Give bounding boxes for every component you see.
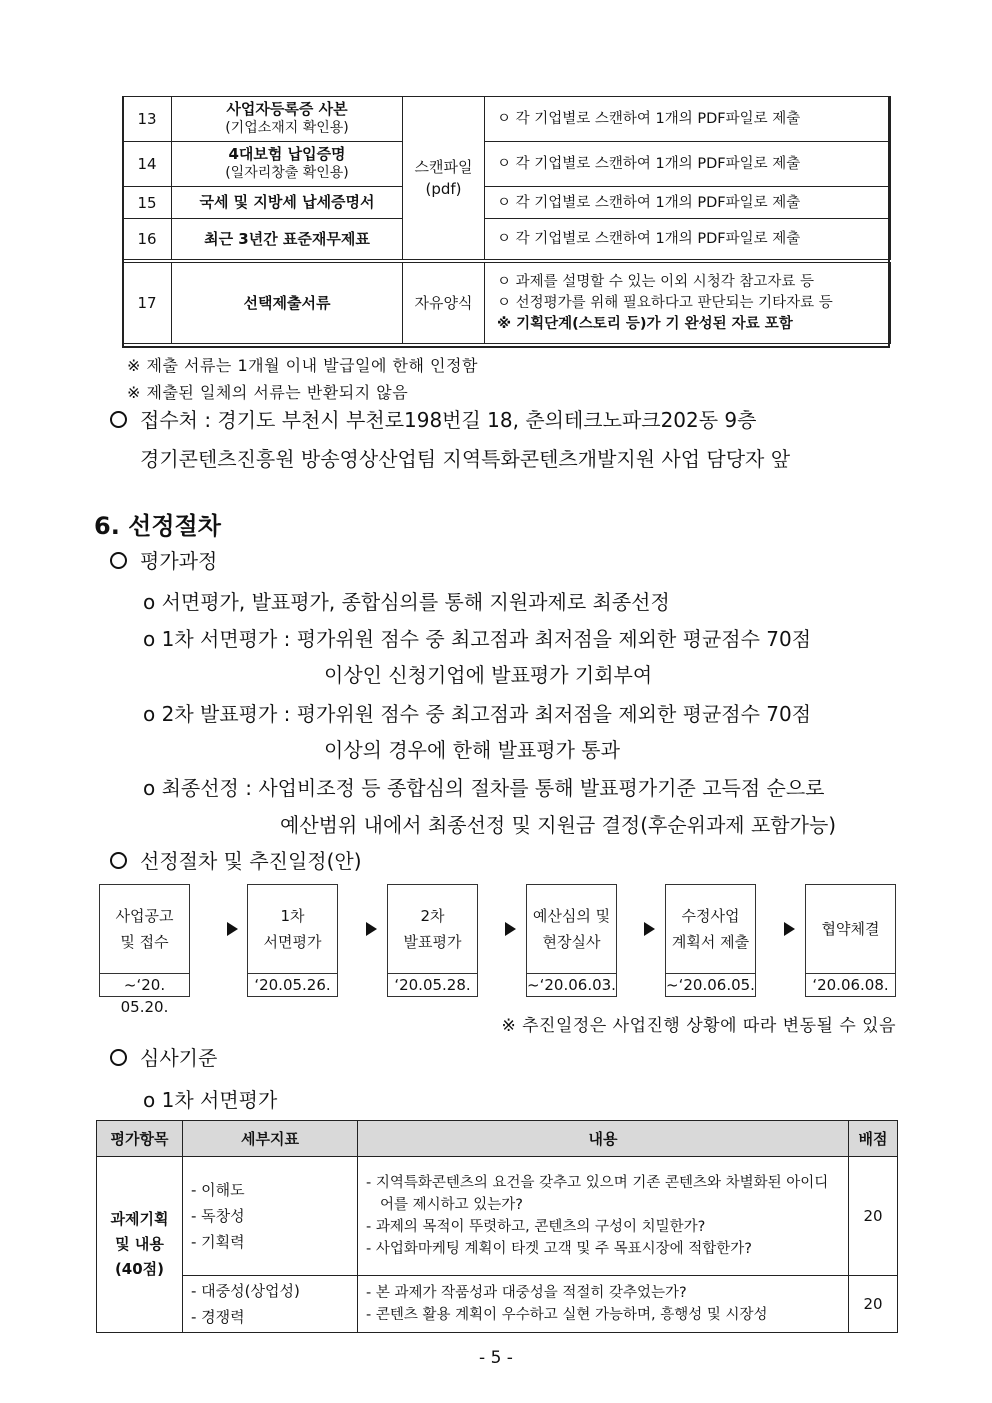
column-header: 내용 xyxy=(358,1121,849,1157)
flow-step xyxy=(805,884,896,997)
document-name xyxy=(172,142,403,187)
table-row xyxy=(97,1157,898,1276)
table-border xyxy=(888,96,890,348)
circle-bullet-icon xyxy=(110,552,127,569)
row-number: 17 xyxy=(123,263,172,344)
flow-step xyxy=(526,884,617,997)
flow-step-label: 협약체결 xyxy=(821,920,880,938)
row-number: 14 xyxy=(123,142,172,187)
evaluation-content xyxy=(358,1157,849,1276)
note-text: ※ 제출 서류는 1개월 이내 발급일에 한해 인정함 xyxy=(127,356,478,375)
flow-step-date: ‘20.05.26. xyxy=(248,973,337,996)
column-header: 세부지표 xyxy=(183,1121,358,1157)
list-item: o 1차 서면평가 : 평가위원 점수 중 최고점과 최저점을 제외한 평균점수 70점 xyxy=(143,627,812,651)
document-title: 선택제출서류 xyxy=(172,263,403,344)
arrow-right-icon xyxy=(366,922,377,936)
content-line: - 지역특화콘텐츠의 요건을 갖추고 있으며 기존 콘텐츠와 차별화된 아이디어를 제시하고 있는가? xyxy=(366,1175,829,1213)
documents-table xyxy=(122,96,891,344)
document-description: ㅇ 각 기업별로 스캔하여 1개의 PDF파일로 제출 xyxy=(485,97,891,142)
description-line: ㅇ 과제를 설명할 수 있는 이외 시청각 참고자료 등 xyxy=(497,273,815,290)
circle-bullet-icon xyxy=(110,1049,127,1066)
criteria-subtitle: o 1차 서면평가 xyxy=(143,1088,278,1112)
table-row xyxy=(123,142,891,187)
table-row xyxy=(123,97,891,142)
row-number: 13 xyxy=(123,97,172,142)
circle-bullet-icon xyxy=(110,852,127,869)
evaluation-content xyxy=(358,1276,849,1333)
reception-recipient: 경기콘텐츠진흥원 방송영상산업팀 지역특화콘텐츠개발지원 사업 담당자 앞 xyxy=(140,447,791,471)
flow-step-date: ‘20.05.28. xyxy=(388,973,477,996)
evaluation-table xyxy=(96,1120,898,1333)
section-title: 6. 선정절차 xyxy=(94,512,221,540)
points: 20 xyxy=(849,1276,898,1333)
flow-step xyxy=(387,884,478,997)
flow-step xyxy=(665,884,756,997)
list-item: o 2차 발표평가 : 평가위원 점수 중 최고점과 최저점을 제외한 평균점수 70점 xyxy=(143,702,812,726)
circle-bullet-icon xyxy=(110,411,127,428)
document-description: ㅇ 각 기업별로 스캔하여 1개의 PDF파일로 제출 xyxy=(485,219,891,260)
flow-step-date: ~‘20.06.03. xyxy=(527,973,616,996)
flow-step-label: 사업공고 및 접수 xyxy=(115,907,174,951)
indicators: - 대중성(상업성) - 경쟁력 xyxy=(191,1282,300,1326)
subsection-title: 심사기준 xyxy=(140,1046,218,1070)
document-subtitle: (일자리창출 확인용) xyxy=(225,165,349,181)
flow-step xyxy=(99,884,190,1016)
table-row xyxy=(123,187,891,219)
flow-step-label: 수정사업 계획서 제출 xyxy=(671,907,750,951)
arrow-right-icon xyxy=(227,922,238,936)
category-label: 과제기획 및 내용 (40점) xyxy=(110,1210,169,1278)
page-number: - 5 - xyxy=(479,1348,513,1368)
content-line: - 콘텐츠 활용 계획이 우수하고 실현 가능하며, 흥행성 및 시장성 xyxy=(366,1307,768,1323)
indicator-list xyxy=(183,1157,358,1276)
flow-step-date: ‘20.06.08. xyxy=(806,973,895,996)
file-format xyxy=(403,97,485,260)
document-title: 국세 및 지방세 납세증명서 xyxy=(172,187,403,219)
flow-step-label: 예산심의 및 현장실사 xyxy=(532,907,611,951)
description-line: ㅇ 선정평가를 위해 필요하다고 판단되는 기타자료 등 xyxy=(497,294,833,311)
flow-step-date: ~‘20. 05.20. xyxy=(100,973,189,996)
list-item-continuation: 이상의 경우에 한해 발표평가 통과 xyxy=(324,738,620,762)
table-header-row xyxy=(97,1121,898,1157)
content-line: - 사업화마케팅 계획이 타겟 고객 및 주 목표시장에 적합한가? xyxy=(366,1241,752,1257)
arrow-right-icon xyxy=(505,922,516,936)
flow-step-label: 2차 발표평가 xyxy=(403,907,462,951)
document-description xyxy=(485,263,891,344)
list-item: o 최종선정 : 사업비조정 등 종합심의 절차를 통해 발표평가기준 고득점 순으로 xyxy=(143,776,825,800)
evaluation-category xyxy=(97,1157,183,1333)
arrow-right-icon xyxy=(784,922,795,936)
document-subtitle: (기업소재지 확인용) xyxy=(225,120,349,136)
document-title: 4대보험 납입증명 xyxy=(228,145,346,163)
table-row xyxy=(97,1276,898,1333)
document-description: ㅇ 각 기업별로 스캔하여 1개의 PDF파일로 제출 xyxy=(485,187,891,219)
row-number: 16 xyxy=(123,219,172,260)
format-label: 스캔파일 (pdf) xyxy=(414,158,473,198)
column-header: 배점 xyxy=(849,1121,898,1157)
table-border xyxy=(122,346,890,348)
column-header: 평가항목 xyxy=(97,1121,183,1157)
content-line: - 본 과제가 작품성과 대중성을 적절히 갖추었는가? xyxy=(366,1285,687,1301)
flow-step-label: 1차 서면평가 xyxy=(263,907,322,951)
document-name xyxy=(172,97,403,142)
document-title: 사업자등록증 사본 xyxy=(226,100,348,118)
list-item: o 서면평가, 발표평가, 종합심의를 통해 지원과제로 최종선정 xyxy=(143,590,670,614)
table-row xyxy=(123,263,891,344)
list-item-continuation: 예산범위 내에서 최종선정 및 지원금 결정(후순위과제 포함가능) xyxy=(280,813,837,837)
document-description: ㅇ 각 기업별로 스캔하여 1개의 PDF파일로 제출 xyxy=(485,142,891,187)
list-item-continuation: 이상인 신청기업에 발표평가 기회부여 xyxy=(324,663,653,687)
flow-step xyxy=(247,884,338,997)
subsection-title: 선정절차 및 추진일정(안) xyxy=(140,849,362,873)
note-text: ※ 제출된 일체의 서류는 반환되지 않음 xyxy=(127,383,409,402)
schedule-note: ※ 추진일정은 사업진행 상황에 따라 변동될 수 있음 xyxy=(501,1016,896,1036)
table-border xyxy=(122,96,124,348)
description-note: ※ 기획단계(스토리 등)가 기 완성된 자료 포함 xyxy=(497,315,793,332)
reception-address: 접수처 : 경기도 부천시 부천로198번길 18, 춘의테크노파크202동 9층 xyxy=(140,408,757,432)
content-line: - 과제의 목적이 뚜렷하고, 콘텐츠의 구성이 치밀한가? xyxy=(366,1219,706,1235)
flow-step-date: ~‘20.06.05. xyxy=(666,973,755,996)
arrow-right-icon xyxy=(644,922,655,936)
table-row xyxy=(123,219,891,260)
indicators: - 이해도 - 독창성 - 기획력 xyxy=(191,1181,245,1251)
file-format: 자유양식 xyxy=(403,263,485,344)
document-title: 최근 3년간 표준재무제표 xyxy=(172,219,403,260)
indicator-list xyxy=(183,1276,358,1333)
row-number: 15 xyxy=(123,187,172,219)
subsection-title: 평가과정 xyxy=(140,549,218,573)
points: 20 xyxy=(849,1157,898,1276)
